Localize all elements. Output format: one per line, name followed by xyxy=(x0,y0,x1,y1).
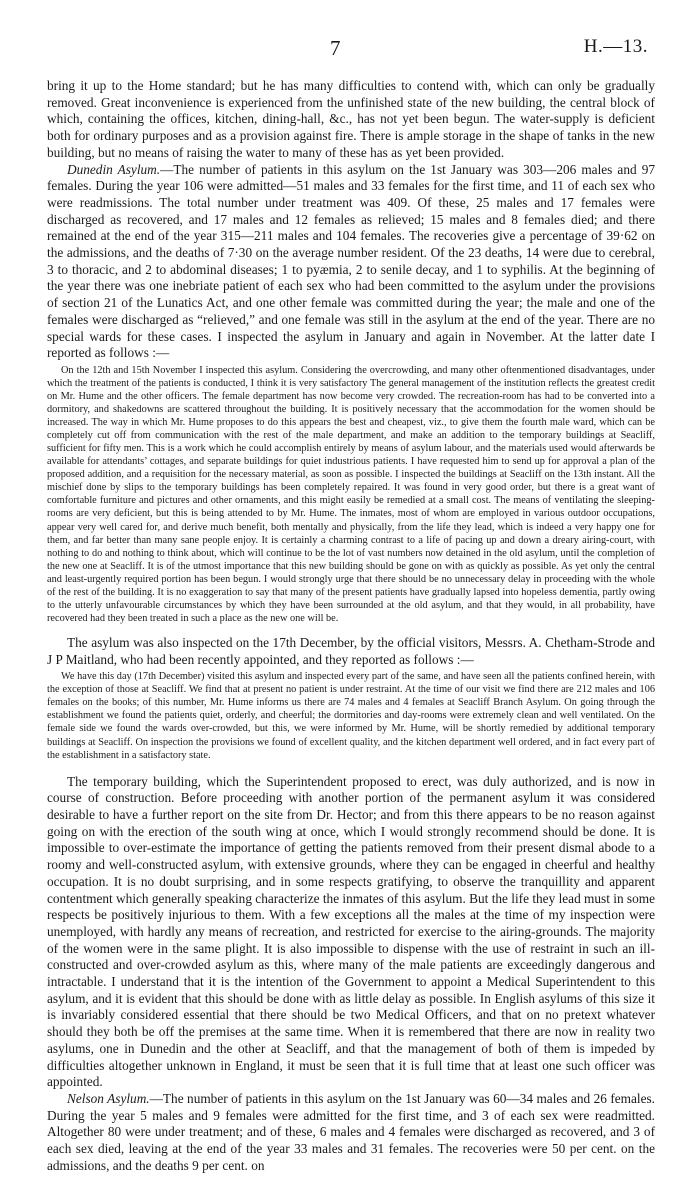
section-heading-dunedin: Dunedin Asylum. xyxy=(67,161,161,177)
paragraph-temporary-building: The temporary building, which the Superintendent proposed to erect, was duly authorized, and is now in course of construction. Before proceeding with another portion of the permanent asylum it was considered desirable to have a further report on the site from Dr. Hector; and from this there appears to be no reason against going on with the erection of the south wing at once, which I would strongly recommend should be done. It is impossible to over-estimate the importance of getting the patients removed from their present dismal abode to a roomy and well-constructed asylum, with extensive grounds, where they can be engaged in cheerful and healthy occupation. It is no doubt surprising, and in some respects gratifying, to observe the tranquillity and apparent contentment which generally speaking characterize the inmates of this asylum. But the life they lead must in some respects be positively injurious to them. With a few exceptions all the males at the time of my inspection were unemployed, with hardly any means of recreation, and restricted for exercise to the airing-grounds. The majority of the women were in the same plight. It is also impossible to dispense with the use of restraint in such an ill-constructed and over-crowded asylum as this, where many of the male patients are exceedingly dangerous and intractable. I understand that it is the intention of the Government to appoint a Medical Superintendent to this asylum, and it is evident that this should be done with as little delay as possible. In English asylums of this size it is invariably considered essential that there should be two Medical Officers, and that on no pretext whatever should they both be off the premises at the same time. When it is remembered that there are now in reality two asylums, one in Dunedin and the other at Seacliff, and that the management of both of them is impeded by difficulties altogether unknown in England, it must be seen that it is full time that at least one such officer was appointed. xyxy=(47,773,655,1090)
paragraph-nelson-text: —The number of patients in this asylum on the 1st January was 60—34 males and 26 females. During the year 5 males and 9 females were admitted for the first time, and 3 of each sex were readmitted. Altogether 80 were under treatment; and of these, 6 males and 4 females were discharged as recovered, and 3 of each sex died, leaving at the end of the year 33 males and 31 females. The recoveries were 50 per cent. on the admissions, and the deaths 9 per cent. on xyxy=(47,1090,655,1173)
page-header xyxy=(0,36,700,66)
paragraph-nelson-asylum xyxy=(47,1091,655,1175)
paragraph-official-visitors: The asylum was also inspected on the 17th December, by the official visitors, Messrs. A. Chetham-Strode and J P Maitland, who had been recently appointed, and they reported as follows :— xyxy=(47,634,655,667)
quoted-report-visitors: We have this day (17th December) visited this asylum and inspected every part of the same, and have seen all the patients confined herein, with the exception of those at Seacliff. We find that at present no patient is under restraint. At the time of our visit we find there are 212 males and 106 females on the books; of this number, Mr. Hume informs us there are 74 males and 4 females at Seacliff Branch Asylum. On going through the establishment we found the patients quiet, orderly, and cheerful; the dormitories and day-rooms were extremely clean and well ventilated. On the female side we found the wards over-crowded, but this, we were informed by Mr. Hume, will be shortly remedied by additional temporary buildings at Seacliff. On inspection the provisions we found of excellent quality, and the kitchen department well ordered, and in fact every part of the establishment in a satisfactory state. xyxy=(47,671,655,761)
paragraph-dunedin-asylum xyxy=(47,162,655,362)
document-reference: H.—13. xyxy=(583,36,648,57)
paragraph-continuation: bring it up to the Home standard; but he has many difficulties to contend with, which can only be gradually removed. Great inconvenience is experienced from the unfinished state of the new building, the central block of which, containing the offices, kitchen, dining-hall, &c., has not yet been begun. The water-supply is deficient both for ordinary purposes and as a provision against fire. There is ample storage in the shape of tanks in the new building, but no means of raising the water to many of these has as yet been provided. xyxy=(47,78,655,160)
quoted-report-inspector: On the 12th and 15th November I inspected this asylum. Considering the overcrowding, and many other oftenmentioned disadvantages, under which the treatment of the patients is conducted, I think it is very satisfactory The general management of the institution reflects the greatest credit on Mr. Hume and the other officers. The female department has now become very crowded. The recreation-room has had to be converted into a dormitory, and shakedowns are scattered throughout the building. It is positively necessary that the accommodation for the women should be increased. The way in which Mr. Hume proposes to do this appears the best and cheapest, viz., to give them the fourth male ward, which can be completely cut off from communication with the rest of the male department, and make an addition to the temporary buildings at Seacliff, sufficient for fifty men. This is a work which he could accomplish entirely by means of asylum labour, and the materials used would afterwards be available for attendants’ cottages, and separate buildings for quiet industrious patients. I have requested him to send up for approval a plan of the proposed addition, and a requisition for the necessary material, as soon as possible. I inspected the buildings at Seacliff on the 13th instant. All the mischief done by slips to the temporary buildings has been completely repaired. It was found in very good order, but there is a great want of comfortable furniture and pictures and other ornaments, and this might easily be remedied at a small cost. The means of ventilating the sleeping-rooms are very deficient, but this is being attended to by Mr. Hume. The inmates, most of whom are employed in various outdoor occupations, appear very well cared for, and derive much benefit, both mentally and physically, from the life they lead, which is indeed a very happy one for them, and far better than many sane people enjoy. It is certainly a charming contrast to a life of pacing up and down a dreary airing-court, with nothing to do and nothing to think about, which will continue to be the lot of vast numbers now detained in the old asylum, until the completion of the new one at Seacliff. It is of the utmost importance that this new building should be gone on with as quickly as possible. As yet only the central and least-urgently required portion has been begun. I would strongly urge that there should be no unnecessary delay in proceeding with the whole of the rest of the building. It is no exaggeration to say that many of the present patients have gradually lapsed into hopeless dementia, partly owing to the utterly unfavourable circumstances by which they have been surrounded at the old asylum, and that they would, in all probability, have recovered had they been treated in such a place as the new one will be. xyxy=(47,364,655,624)
document-body xyxy=(47,78,655,1175)
page-number: 7 xyxy=(330,36,341,60)
section-heading-nelson: Nelson Asylum. xyxy=(67,1090,150,1106)
paragraph-dunedin-text: —The number of patients in this asylum on the 1st January was 303—206 males and 97 females. During the year 106 were admitted—51 males and 33 females for the first time, and 11 of each sex who were readmissions. The total number under treatment was 409. Of these, 25 males and 17 females were discharged as recovered, and 17 males and 12 females as relieved; 15 males and 8 females died; and there remained at the end of the year 315—211 males and 104 females. The recoveries give a percentage of 39·62 on the admissions, and the deaths of 7·30 on the average number resident. Of the 23 deaths, 14 were due to cerebral, 3 to thoracic, and 2 to abdominal diseases; 1 to pyæmia, 2 to senile decay, and 1 to syphilis. At the beginning of the year there was one inebriate patient of each sex who had been committed to the asylum under the provisions of section 21 of the Lunatics Act, and one other female was committed during the year; the male and one of the females were discharged as “relieved,” and one female was still in the asylum at the end of the year. There are no special wards for these cases. I inspected the asylum in January and again in November. At the latter date I reported as follows :— xyxy=(47,161,655,361)
